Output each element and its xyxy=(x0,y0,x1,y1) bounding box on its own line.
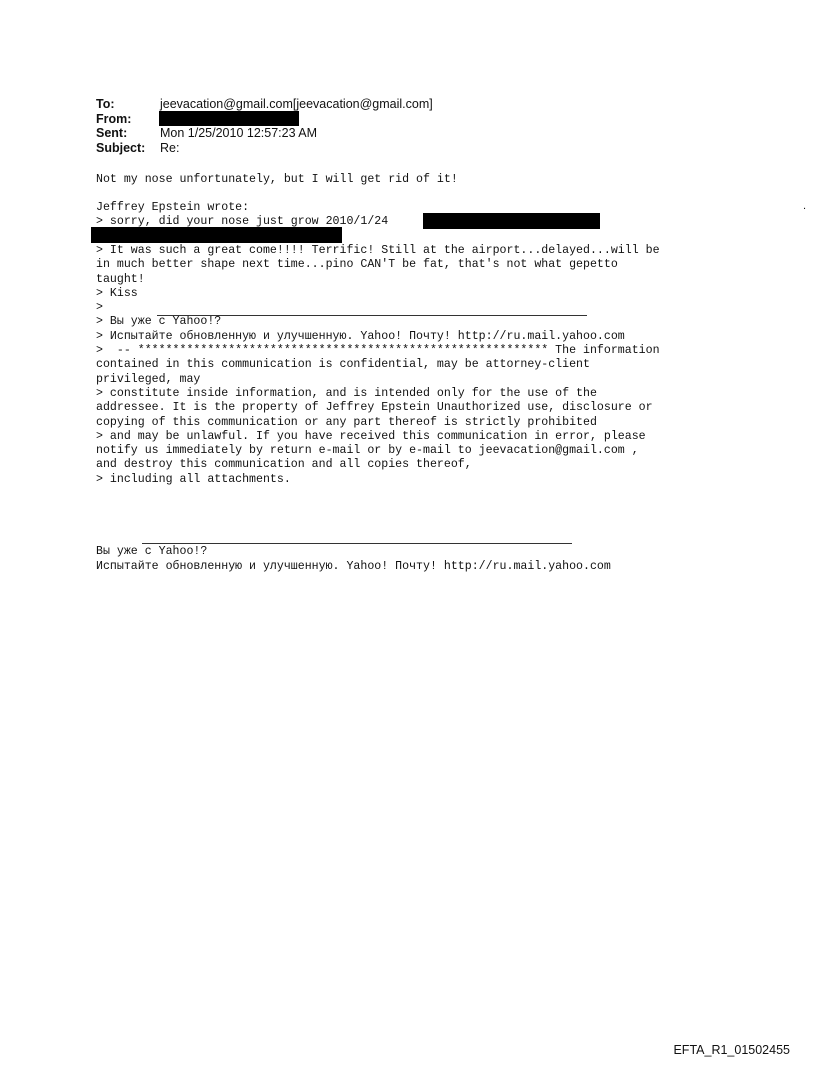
quote-separator-rule xyxy=(157,315,587,316)
quoted-line: privileged, may xyxy=(96,372,201,386)
quoted-line: > It was such a great come!!!! Terrific! Still at the airport...delayed...will be xyxy=(96,244,660,257)
quoted-line: > Вы уже с Yahoo!? xyxy=(96,315,222,329)
document-id: EFTA_R1_01502455 xyxy=(673,1043,790,1057)
margin-dot: . xyxy=(803,200,807,212)
quoted-line: > including all attachments. xyxy=(96,472,291,486)
quoted-line: > constitute inside information, and is intended only for the use of the xyxy=(96,386,597,400)
quoted-line: > and may be unlawful. If you have received this communication in error, please xyxy=(96,429,646,443)
sent-value: Mon 1/25/2010 12:57:23 AM xyxy=(160,126,318,140)
quoted-line: > Kiss xyxy=(96,286,138,300)
subject-label: Subject: xyxy=(96,140,146,155)
subject-value: Re: xyxy=(160,140,180,155)
quote-first-line: > sorry, did your nose just grow 2010/1/24 xyxy=(96,215,389,228)
quoted-line: contained in this communication is confidential, may be attorney-client xyxy=(96,358,590,372)
to-row xyxy=(96,97,433,112)
redaction-quote-date xyxy=(423,213,600,229)
sent-row xyxy=(96,126,433,141)
quoted-line: notify us immediately by return e-mail or by e-mail to jeevacation@gmail.com , xyxy=(96,444,639,458)
quoted-block xyxy=(96,244,660,487)
to-value: jeevacation@gmail.com[jeevacation@gmail.com] xyxy=(160,97,433,111)
wrote-line: Jeffrey Epstein wrote: xyxy=(96,201,250,214)
signature-line: Вы уже с Yahoo!? xyxy=(96,545,208,558)
subject-row xyxy=(96,141,433,156)
sent-label: Sent: xyxy=(96,126,128,140)
signature-separator-rule xyxy=(142,543,572,544)
quoted-line: in much better shape next time...pino CAN'T be fat, that's not what gepetto xyxy=(96,258,618,272)
to-label: To: xyxy=(96,97,115,111)
from-label: From: xyxy=(96,111,132,126)
quoted-line: copying of this communication or any part thereof is strictly prohibited xyxy=(96,415,597,429)
quoted-line: and destroy this communication and all copies thereof, xyxy=(96,458,472,472)
redaction-from xyxy=(159,111,299,126)
quoted-line: > -- *********************************************************** The information xyxy=(96,344,660,358)
redaction-quote-line xyxy=(91,227,342,243)
quoted-line: > Испытайте обновленную и улучшенную. Yahoo! Почту! http://ru.mail.yahoo.com xyxy=(96,329,625,343)
reply-text: Not my nose unfortunately, but I will get rid of it! xyxy=(96,173,458,186)
quoted-line: > xyxy=(96,301,103,315)
email-header xyxy=(96,97,433,155)
signature-line: Испытайте обновленную и улучшенную. Yahoo! Почту! http://ru.mail.yahoo.com xyxy=(96,560,611,573)
quoted-line: addressee. It is the property of Jeffrey Epstein Unauthorized use, disclosure or xyxy=(96,401,653,415)
quoted-line: taught! xyxy=(96,272,145,286)
